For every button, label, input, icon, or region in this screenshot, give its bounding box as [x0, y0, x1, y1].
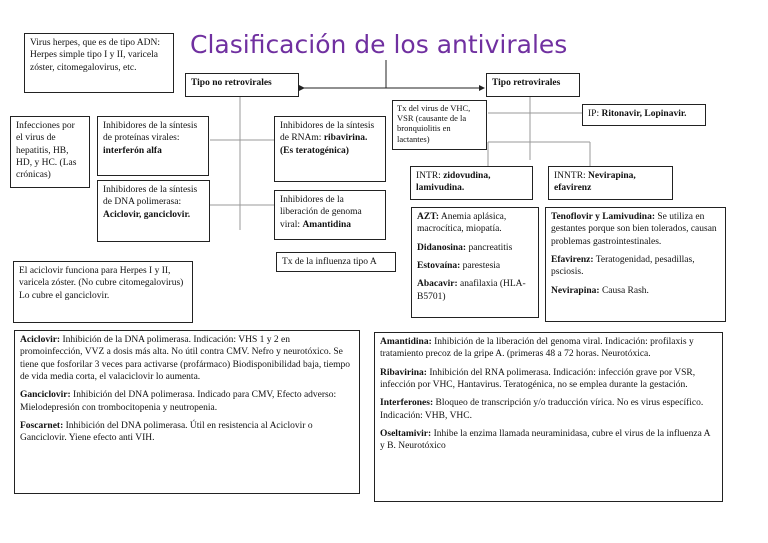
vhc-note-box — [392, 100, 487, 150]
dna-text: Inhibidores de la síntesis de DNA polimerasa: — [103, 185, 198, 208]
lib-drug: Amantidina — [302, 219, 352, 230]
left-drugs-box — [14, 330, 360, 494]
dna-drug: Aciclovir, ganciclovir. — [103, 209, 191, 220]
prot-node — [97, 116, 209, 176]
right-drug-item: Oseltamivir: Inhibe la enzima llamada neuraminidasa, cubre el virus de la influenza A y B. Neurotóxico — [380, 429, 711, 452]
intr-drugs-box — [411, 207, 539, 318]
infecciones-text: Infecciones por el virus de hepatitis, HB, HD, y HC. (Las crónicas) — [16, 121, 77, 181]
infecciones-box — [10, 116, 90, 188]
rna-node — [274, 116, 386, 182]
right-drug-item: Amantidina: Inhibición de la liberación del genoma viral. Indicación: profilaxis y tratamiento precoz de la gripe A. (primeras 48 a 72 horas. Neurotóxica. — [380, 337, 694, 360]
no-retro-node — [185, 73, 299, 97]
flu-note-box — [276, 252, 396, 272]
left-drug-item: Foscarnet: Inhibición del DNA polimerasa. Útil en resistencia al Aciclovir o Ganciclovir. Yiene efecto anti VIH. — [20, 421, 313, 444]
right-drugs-box — [374, 332, 723, 502]
intr-drug: zidovudina, lamivudina. — [416, 171, 491, 194]
aciclovir-note: El aciclovir funciona para Herpes I y II, varicela zóster. (No cubre citomegalovirus) Lo cubre el ganciclovir. — [19, 266, 184, 301]
prot-text: Inhibidores de la síntesis de proteínas virales: — [103, 121, 198, 144]
intr-drug-item: AZT: Anemia aplásica, macrocítica, miopatía. — [417, 212, 507, 235]
retro-node — [486, 73, 580, 97]
page-title: Clasificación de los antivirales — [190, 30, 568, 59]
inntr-text: INNTR: — [554, 171, 589, 181]
intr-drug-item: Abacavir: anafilaxia (HLA- B5701) — [417, 279, 526, 302]
prot-drug: interferón alfa — [103, 145, 162, 156]
inntr-drug-item: Nevirapina: Causa Rash. — [551, 285, 649, 296]
intr-drug-item: Didanosina: pancreatitis — [417, 242, 513, 253]
right-drug-item: Interferones: Bloqueo de transcripción y/o traducción vírica. No es virus específico. Indicación: VHB, VHC. — [380, 398, 704, 421]
herpes-note-box — [24, 33, 174, 93]
no-retro-label: Tipo no retrovirales — [191, 78, 272, 88]
inntr-drugs-box — [545, 207, 726, 322]
rna-text: Inhibidores de la síntesis de RNAm: — [280, 121, 375, 144]
dna-node — [97, 180, 210, 242]
flu-note: Tx de la influenza tipo A — [282, 257, 377, 267]
ip-drug: Ritonavir, Lopinavir. — [601, 109, 687, 119]
intr-text: INTR: — [416, 171, 444, 181]
lib-node — [274, 190, 386, 240]
left-drug-item: Aciclovir: Inhibición de la DNA polimerasa. Indicación: VHS 1 y 2 en promoinfección, VVZ a dosis más alta. No útil contra CMV. Nefro y neurotóxico. Se tiene que fosforilar 3 veces para activarse (profármaco) Biodisponibilidad baja, tiempo de vida media corta, el valaciclovir lo aumenta. — [20, 335, 350, 383]
intr-node — [410, 166, 533, 200]
right-drug-item: Ribavirina: Inhibición del RNA polimerasa. Indicación: infección grave por VSR, infección por VHC, Hantavirus. Teratogénica, no se emplea durante la gestación. — [380, 367, 696, 391]
inntr-node — [548, 166, 673, 200]
herpes-note: Virus herpes, que es de tipo ADN: Herpes simple tipo I y II, varicela zóster, citomegalovirus, etc. — [30, 38, 161, 73]
inntr-drug-item: Efavirenz: Teratogenidad, pesadillas, psciosis. — [551, 255, 695, 278]
ip-text: IP: — [588, 109, 602, 119]
rna-drug: ribavirina. (Es teratogénica) — [280, 133, 368, 156]
inntr-drug-item: Tenoflovir y Lamivudina: Se utiliza en gestantes porque son bien tolerados, causan problemas gastrointestinales. — [551, 212, 717, 247]
retro-label: Tipo retrovirales — [492, 78, 561, 88]
lib-text: Inhibidores de la liberación de genoma viral: — [280, 195, 362, 230]
intr-drug-item: Estovaína: parestesia — [417, 261, 501, 272]
vhc-note: Tx del virus de VHC, VSR (causante de la bronquiolitis en lactantes) — [397, 103, 471, 144]
left-drug-item: Ganciclovir: Inhibición del DNA polimerasa. Indicado para CMV, Efecto adverso: Mielodepresión con trombocitopenia y neutropenia. — [20, 390, 337, 413]
inntr-drug: Nevirapina, efavirenz — [554, 171, 636, 194]
ip-node — [582, 104, 706, 126]
aciclovir-note-box — [13, 261, 193, 323]
